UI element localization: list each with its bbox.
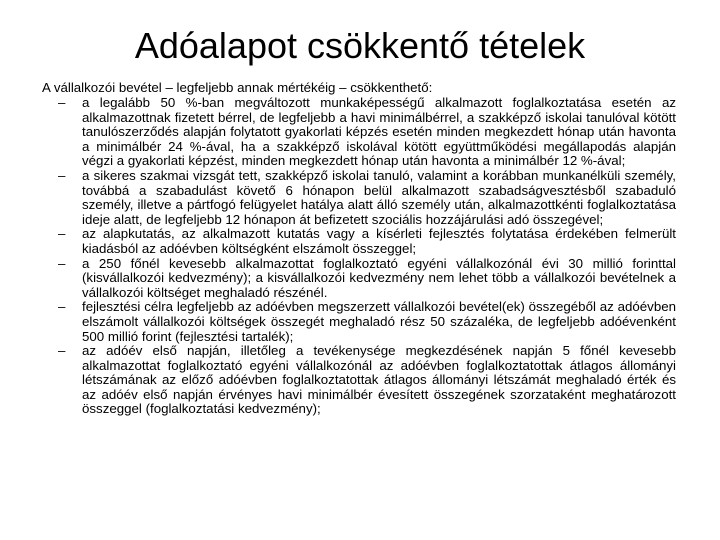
bullet-marker: – [58,167,66,183]
bullet-marker: – [58,226,66,242]
bullet-item [58,257,676,301]
bullet-item [58,227,676,256]
bullet-text: a sikeres szakmai vizsgát tett, szakképző iskolai tanuló, valamint a korábban munkanélküli személy, továbbá a szabadulást követő 6 hónapon belül alkalmazott szabadságvesztésből szabaduló személy, illetve a pártfogó felügyelet hatálya alatt álló személy után, alkalmazottkénti foglalkoztatása ideje alatt, de legfeljebb 12 hónapon át befizetett szociális hozzájárulási adó összegével; [82,167,676,227]
bullet-marker: – [58,95,66,110]
bullet-item [58,300,676,344]
slide-title: Adóalapot csökkentő tételek [134,25,586,66]
bullet-marker: – [58,255,66,271]
bullet-item [58,96,676,169]
bullet-text: a legalább 50 %-ban megváltozott munkaképességű alkalmazott foglalkoztatása esetén az alkalmazottnak fizetett bérrel, de legfeljebb a havi minimálbérrel, a szakképző iskolai tanulóval kötött tanulószerződés alapján folytatott gyakorlati képzés esetén minden megkezdett hónap után havonta a minimálbér 24 %-ával, ha a szakképző iskolával kötött együttműködési megállapodás alapján végzi a gyakorlati képzést, minden megkezdett hónap után havonta a minimálbér 12 %-ával; [82,95,676,169]
bullet-text: az alapkutatás, az alkalmazott kutatás vagy a kísérleti fejlesztés folytatása érdekében felmerült kiadásból az adóévben költségként elszámolt összeggel; [82,226,676,256]
bullet-text: a 250 főnél kevesebb alkalmazottat foglalkoztató egyéni vállalkozónál évi 30 millió forinttal (kisvállalkozói kedvezmény); a kisvállalkozói kedvezmény nem lehet több a vállalkozói bevételnek a vállalkozói költséget meghaladó részénél. [82,255,676,300]
bullet-marker: – [58,299,66,315]
bullet-text: fejlesztési célra legfeljebb az adóévben megszerzett vállalkozói bevétel(ek) összegéből az adóévben elszámolt vállalkozói költségek összegét meghaladó rész 50 százaléka, de legfeljebb adóévenként 500 millió forint (fejlesztési tartalék); [82,299,676,344]
bullet-marker: – [58,343,66,359]
bullet-text: az adóév első napján, illetőleg a tevékenysége megkezdésének napján 5 főnél kevesebb alkalmazottat foglalkoztató egyéni vállalkozónál az adóévben foglalkoztatottak átlagos állományi létszámának az előző adóévben foglalkoztatottak átlagos állományi létszámát meghaladó érték és az adóév első napján érvényes havi minimálbér évesített összegének szorzataként meghatározott összeggel (foglalkoztatási kedvezmény); [82,343,676,417]
bullet-item [58,344,676,417]
intro-text: A vállalkozói bevétel – legfeljebb annak mértékéig – csökkenthető: [42,80,433,95]
bullet-list [58,96,676,417]
bullet-item [58,169,676,227]
